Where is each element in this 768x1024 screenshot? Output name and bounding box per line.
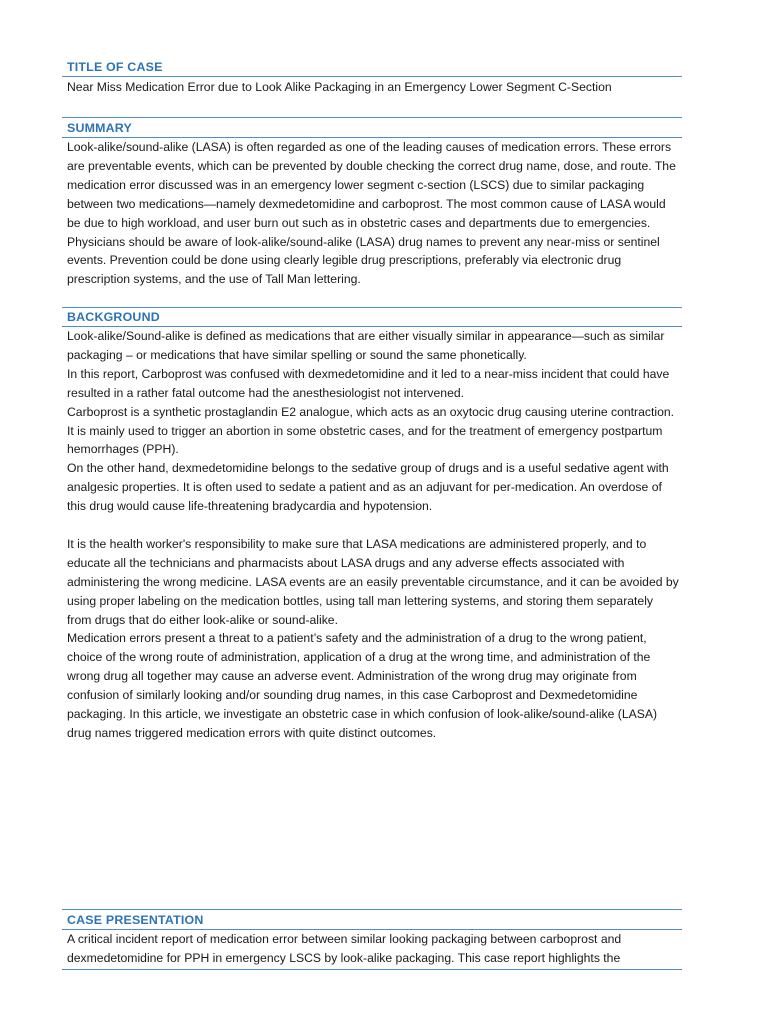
background-paragraph: In this report, Carboprost was confused with dexmedetomidine and it led to a near-miss incident that could have resulted in a rather fatal outcome had the anesthesiologist not intervened. [67, 366, 670, 400]
paragraph-gap [67, 516, 680, 535]
background-paragraph: Look-alike/Sound-alike is defined as medications that are either visually similar in appearance—such as similar packaging – or medications that have similar spelling or sound the same phonetically. [67, 329, 665, 362]
background-section [62, 307, 682, 743]
background-paragraph: It is the health worker's responsibility to make sure that LASA medications are administered properly, and to educate all the technicians and pharmacists about LASA drugs and any adverse effects associated with administering the wrong medicine. LASA events are an easily preventable circumstance, and it can be avoided by using proper labeling on the medication bottles, using tall man lettering systems, and storing them separately from drugs that do either look-alike or sound-alike. [67, 536, 679, 627]
summary-section [62, 117, 682, 289]
summary-paragraph: Physicians should be aware of look-alike/sound-alike (LASA) drug names to prevent any near-miss or sentinel events. Prevention could be done using clearly legible drug prescriptions, preferably via electronic drug prescription systems, and the use of Tall Man lettering. [67, 234, 660, 287]
case-title-text: Near Miss Medication Error due to Look Alike Packaging in an Emergency Lower Segment C-Section [67, 80, 612, 94]
case-presentation-section [62, 909, 682, 970]
title-of-case-section [62, 59, 682, 97]
title-of-case-heading: TITLE OF CASE [62, 59, 682, 77]
background-paragraph: Medication errors present a threat to a patient’s safety and the administration of a drug to the wrong patient, choice of the wrong route of administration, application of a drug at the wrong time, and administration of the wrong drug all together may cause an adverse event. Administration of the wrong drug may originate from confusion of similarly looking and/or sounding drug names, in this case Carboprost and Dexmedetomidine packaging. In this article, we investigate an obstetric case in which confusion of look-alike/sound-alike (LASA) drug names triggered medication errors with quite distinct outcomes. [67, 631, 658, 741]
summary-body [62, 138, 682, 289]
summary-paragraph: Look-alike/sound-alike (LASA) is often regarded as one of the leading causes of medication errors. These errors are preventable events, which can be prevented by double checking the correct drug name, dose, and route. The medication error discussed was in an emergency lower segment c-section (LSCS) due to similar packaging between two medications—namely dexmedetomidine and carboprost. The most common cause of LASA would be due to high workload, and user burn out such as in obstetric cases and departments due to emergencies. [67, 140, 676, 230]
summary-heading: SUMMARY [62, 118, 682, 138]
background-paragraph: On the other hand, dexmedetomidine belongs to the sedative group of drugs and is a useful sedative agent with analgesic properties. It is often used to sedate a patient and as an adjuvant for per-medication. An overdose of this drug would cause life-threatening bradycardia and hypotension. [67, 461, 669, 514]
case-presentation-body [62, 930, 682, 970]
case-presentation-heading: CASE PRESENTATION [62, 910, 682, 930]
background-heading: BACKGROUND [62, 308, 682, 327]
background-paragraph: Carboprost is a synthetic prostaglandin E2 analogue, which acts as an oxytocic drug causing uterine contraction. It is mainly used to trigger an abortion in some obstetric cases, and for the treatment of emergency postpartum hemorrhages (PPH). [67, 404, 675, 457]
case-presentation-text: A critical incident report of medication error between similar looking packaging between carboprost and dexmedetomidine for PPH in emergency LSCS by look-alike packaging. This case report highlights the [67, 932, 622, 965]
background-body [62, 327, 682, 743]
case-title [62, 77, 682, 97]
